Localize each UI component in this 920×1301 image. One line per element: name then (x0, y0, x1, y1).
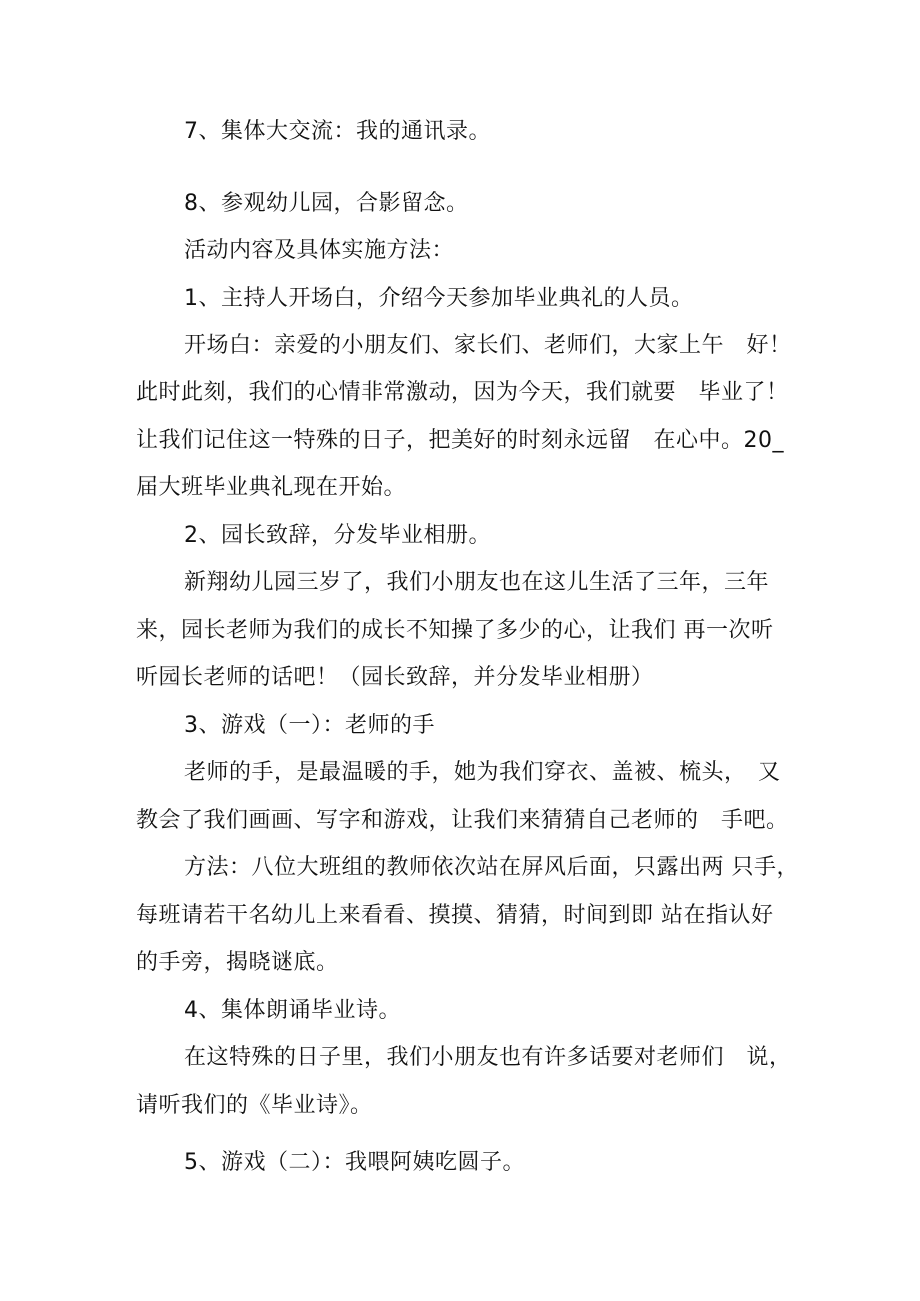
paragraph-line: 教会了我们画画、写字和游戏，让我们来猜猜自己老师的 手吧。 (136, 808, 789, 833)
paragraph-line: 1、主持人开场白，介绍今天参加毕业典礼的人员。 (184, 286, 694, 311)
paragraph-line: 老师的手，是最温暖的手，她为我们穿衣、盖被、梳头， 又 (184, 760, 781, 785)
paragraph-line: 新翔幼儿园三岁了，我们小朋友也在这儿生活了三年，三年 (184, 570, 770, 595)
paragraph-line: 开场白：亲爱的小朋友们、家长们、老师们，大家上午 好！ (184, 333, 792, 358)
paragraph-line: 8、参观幼儿园，合影留念。 (184, 191, 469, 216)
paragraph-line: 活动内容及具体实施方法： (184, 238, 455, 263)
paragraph-line: 让我们记住这一特殊的日子，把美好的时刻永远留 在心中。20_ (136, 428, 784, 453)
paragraph-line: 的手旁，揭晓谜底。 (136, 950, 339, 975)
paragraph-line: 来，园长老师为我们的成长不知操了多少的心，让我们 再一次听 (136, 618, 774, 643)
paragraph-line: 此时此刻，我们的心情非常激动，因为今天，我们就要 毕业了！ (136, 380, 789, 405)
paragraph-line: 5、游戏（二）：我喂阿姨吃圆子。 (184, 1150, 525, 1175)
paragraph-line: 2、园长致辞，分发毕业相册。 (184, 523, 491, 548)
paragraph-line: 请听我们的《毕业诗》。 (136, 1093, 373, 1118)
paragraph-line: 3、游戏（一）：老师的手 (184, 713, 435, 738)
paragraph-line: 方法：八位大班组的教师依次站在屏风后面，只露出两 只手， (184, 855, 799, 880)
paragraph-line: 听园长老师的话吧！（园长致辞，并分发毕业相册） (136, 665, 654, 690)
paragraph-line: 7、集体大交流：我的通讯录。 (184, 119, 491, 144)
paragraph-line: 4、集体朗诵毕业诗。 (184, 998, 401, 1023)
paragraph-line: 届大班毕业典礼现在开始。 (136, 475, 407, 500)
paragraph-line: 每班请若干名幼儿上来看看、摸摸、猜猜，时间到即 站在指认好 (136, 903, 774, 928)
paragraph-line: 在这特殊的日子里，我们小朋友也有许多话要对老师们 说， (184, 1045, 792, 1070)
